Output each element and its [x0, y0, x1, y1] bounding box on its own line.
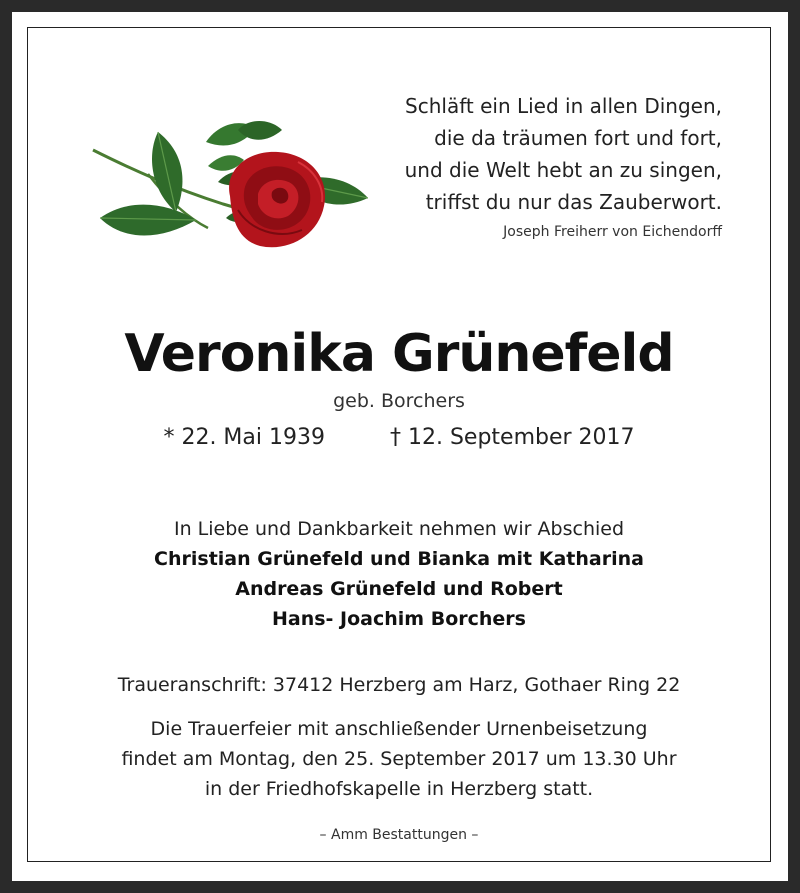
obituary-card [27, 27, 771, 862]
poem-line: triffst du nur das Zauberwort. [425, 190, 722, 214]
birth-date: * 22. Mai 1939 [163, 425, 325, 450]
undertaker: – Amm Bestattungen – [319, 827, 479, 843]
rose-icon [88, 100, 368, 265]
poem-line: und die Welt hebt an zu singen, [404, 158, 722, 182]
poem-line: die da träumen fort und fort, [434, 126, 722, 150]
mourner: Christian Grünefeld und Bianka mit Katharina [154, 548, 644, 570]
poem-author: Joseph Freiherr von Eichendorff [503, 224, 722, 240]
service-line: findet am Montag, den 25. September 2017 um 13.30 Uhr [121, 748, 677, 770]
service-line: Die Trauerfeier mit anschließender Urnenbeisetzung [150, 718, 648, 740]
life-dates [28, 422, 770, 454]
mourner: Andreas Grünefeld und Robert [235, 578, 563, 600]
mourner: Hans- Joachim Borchers [272, 608, 526, 630]
farewell-intro: In Liebe und Dankbarkeit nehmen wir Abschied [173, 518, 625, 540]
death-date: † 12. September 2017 [389, 425, 635, 450]
maiden-name: geb. Borchers [333, 390, 465, 412]
page-frame [12, 12, 788, 881]
poem-line: Schläft ein Lied in allen Dingen, [405, 94, 722, 118]
mourning-address: Traueranschrift: 37412 Herzberg am Harz, Gothaer Ring 22 [117, 674, 681, 696]
deceased-name: Veronika Grünefeld [124, 324, 674, 384]
poem [342, 90, 722, 246]
service-line: in der Friedhofskapelle in Herzberg statt. [204, 778, 594, 800]
mourners-list [28, 544, 770, 634]
service-details [28, 714, 770, 804]
